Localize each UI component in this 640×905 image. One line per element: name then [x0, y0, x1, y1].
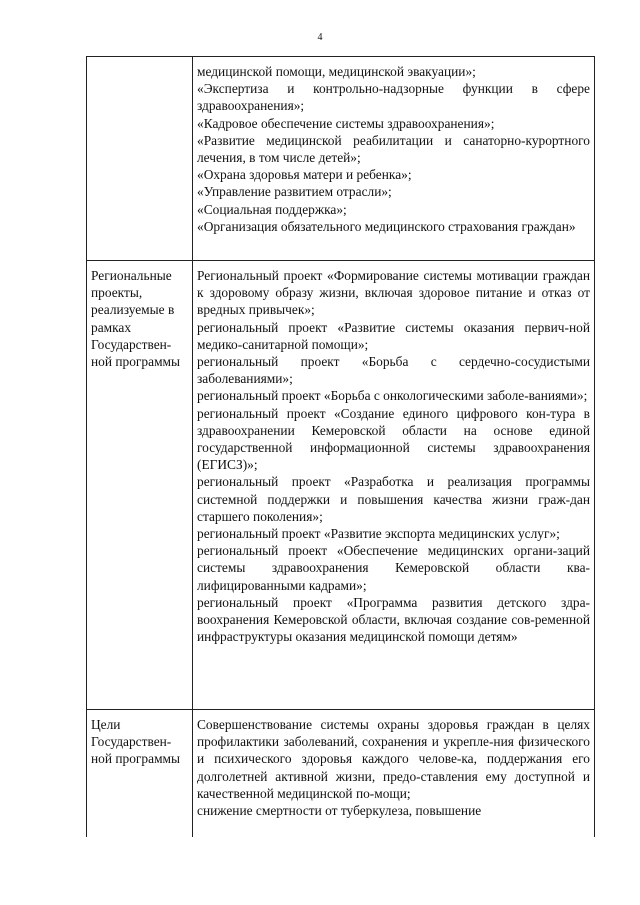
content-line: «Управление развитием отрасли»; — [197, 184, 392, 200]
row-content — [193, 710, 595, 838]
row-label: Цели Государствен-ной программы — [87, 710, 193, 838]
table-row — [87, 57, 595, 261]
content-line: Региональный проект «Формирование системы мотивации граждан к здоровому образу жизни, включая здоровое питание и отказ от вредных привычек»; — [197, 268, 590, 318]
content-line: региональный проект «Борьба с сердечно-сосудистыми заболеваниями»; — [197, 354, 590, 387]
row-label: Региональные проекты, реализуемые в рамках Государствен-ной программы — [87, 261, 193, 710]
content-line: региональный проект «Развитие экспорта медицинских услуг»; — [197, 526, 560, 542]
table-row — [87, 710, 595, 838]
content-line: медицинской помощи, медицинской эвакуации»; — [197, 64, 476, 79]
content-line: региональный проект «Развитие системы оказания первич-ной медико-санитарной помощи»; — [197, 319, 590, 352]
content-line: региональный проект «Программа развития детского здра-воохранения Кемеровской области, включая создание сов-ременной инфраструктуры оказания медицинской помощи детям» — [197, 594, 590, 645]
row-label — [87, 57, 193, 261]
content-line: региональный проект «Разработка и реализация программы системной поддержки и повышения качества жизни граж-дан старшего поколения»; — [197, 474, 590, 524]
content-line: «Кадровое обеспечение системы здравоохранения»; — [197, 115, 495, 131]
table-row — [87, 261, 595, 710]
row-content — [193, 57, 595, 261]
content-line: «Охрана здоровья матери и ребенка»; — [197, 167, 412, 183]
content-line: Совершенствование системы охраны здоровья граждан в целях профилактики заболеваний, сохранения и укрепле-ния физического и психического здоровья каждого челове-ка, поддержания его долголетней активной жизни, предо-ставления ему доступной и качественной медицинской по-мощи; — [197, 717, 590, 801]
page-number: 4 — [317, 32, 323, 43]
passport-table — [86, 56, 595, 837]
content-line: региональный проект «Обеспечение медицинских органи-заций системы здравоохранения Кемеровской области ква-лифицированными кадрами»; — [197, 543, 590, 593]
content-line: «Развитие медицинской реабилитации и санаторно-курортного лечения, в том числе детей»; — [197, 132, 590, 166]
content-line: региональный проект «Борьба с онкологическими заболе-ваниями»; — [197, 388, 588, 404]
content-line: «Экспертиза и контрольно-надзорные функции в сфере здравоохранения»; — [197, 81, 590, 114]
content-line: «Социальная поддержка»; — [197, 201, 347, 217]
content-line: региональный проект «Создание единого цифрового кон-тура в здравоохранении Кемеровской области на основе единой государственной информационной системы здравоохранения (ЕГИСЗ)»; — [197, 405, 590, 473]
content-line: снижение смертности от туберкулеза, повышение — [197, 803, 482, 819]
content-line: «Организация обязательного медицинского страхования граждан» — [197, 218, 576, 234]
row-content — [193, 261, 595, 710]
